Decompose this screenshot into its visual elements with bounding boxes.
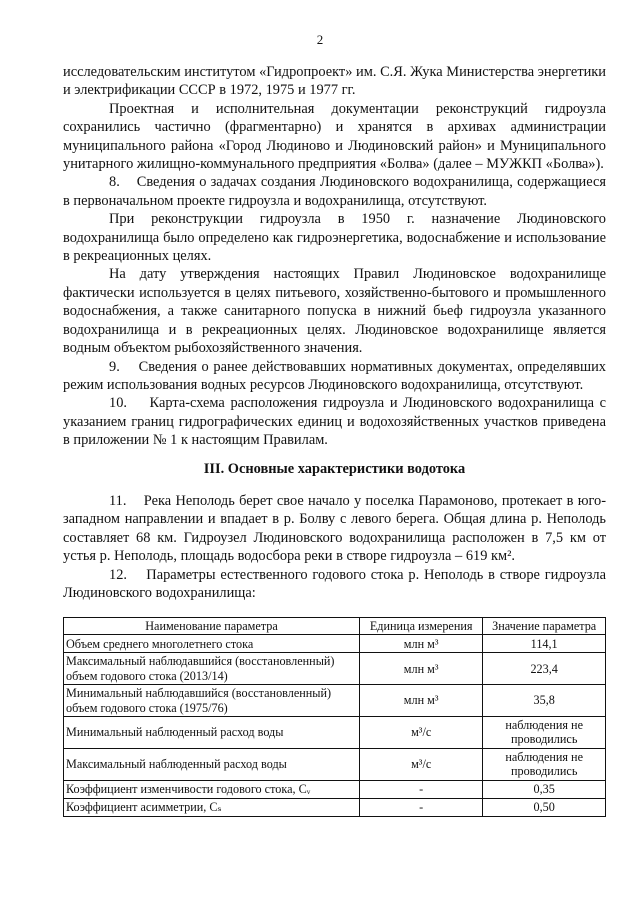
table-cell: млн м³ bbox=[360, 635, 483, 653]
table-header-cell: Значение параметра bbox=[483, 618, 606, 635]
section-heading: III. Основные характеристики водотока bbox=[203, 460, 466, 477]
table-cell: наблюдения не проводились bbox=[483, 717, 606, 749]
table-cell: млн м³ bbox=[360, 685, 483, 717]
table-row bbox=[64, 685, 606, 717]
table-cell: - bbox=[360, 798, 483, 816]
paragraph-item-9: 9. Сведения о ранее действовавших нормативных документах, определявших режим использования водных ресурсов Людиновского водохранилища, отсутствуют. bbox=[63, 358, 606, 393]
table-cell: Коэффициент изменчивости годового стока, Cᵥ bbox=[64, 780, 360, 798]
table-cell: 35,8 bbox=[483, 685, 606, 717]
paragraph-documentation: Проектная и исполнительная документации реконструкций гидроузла сохранились частично (фрагментарно) и хранятся в архивах администрации муниципального района «Город Людиново и Людиновский район» и Муниципального унитарного жилищно-коммунального предприятия «Болва» (далее – МУЖКП «Болва»). bbox=[63, 100, 606, 173]
table-header-row bbox=[64, 618, 606, 635]
table-header-cell: Наименование параметра bbox=[64, 618, 360, 635]
table-cell: Коэффициент асимметрии, Cₛ bbox=[64, 798, 360, 816]
table-cell: 0,50 bbox=[483, 798, 606, 816]
table-cell: Максимальный наблюдавшийся (восстановленный) объем годового стока (2013/14) bbox=[64, 653, 360, 685]
paragraph-current-use: На дату утверждения настоящих Правил Людиновское водохранилище фактически используется в целях питьевого, хозяйственно-бытового и промышленного водоснабжения, а также санитарного попуска в нижний бьеф гидроузла указанного водохранилища и в рекреационных целях. Людиновское водохранилище является водным объектом рыбохозяйственного значения. bbox=[63, 266, 606, 357]
paragraph-reconstruction-1950: При реконструкции гидроузла в 1950 г. назначение Людиновского водохранилища было определено как гидроэнергетика, водоснабжение и использование в рекреационных целях. bbox=[63, 211, 606, 265]
paragraph-item-11: 11. Река Неполодь берет свое начало у поселка Парамоново, протекает в юго-западном направлении и впадает в р. Болву с левого берега. Общая длина р. Неполодь составляет 68 км. Гидроузел Людиновского водохранилища расположен в 7,5 км от устья р. Неполодь, площадь водосбора реки в створе гидроузла – 619 км². bbox=[63, 492, 606, 565]
paragraph-item-12: 12. Параметры естественного годового стока р. Неполодь в створе гидроузла Людиновского водохранилища: bbox=[63, 566, 606, 601]
table-cell: млн м³ bbox=[360, 653, 483, 685]
table-header-cell: Единица измерения bbox=[360, 618, 483, 635]
table-cell: м³/с bbox=[360, 717, 483, 749]
table-cell: Минимальный наблюдавшийся (восстановленный) объем годового стока (1975/76) bbox=[64, 685, 360, 717]
table-cell: 114,1 bbox=[483, 635, 606, 653]
table-cell: 0,35 bbox=[483, 780, 606, 798]
table-cell: м³/с bbox=[360, 748, 483, 780]
table-cell: Объем среднего многолетнего стока bbox=[64, 635, 360, 653]
table-row bbox=[64, 748, 606, 780]
table-cell: наблюдения не проводились bbox=[483, 748, 606, 780]
parameters-table bbox=[63, 617, 606, 817]
paragraph-item-10: 10. Карта-схема расположения гидроузла и Людиновского водохранилища с указанием границ гидрографических единиц и водохозяйственных участков приведена в приложении № 1 к настоящим Правилам. bbox=[63, 395, 606, 449]
paragraph-continuation: исследовательским институтом «Гидропроект» им. С.Я. Жука Министерства энергетики и электрификации СССР в 1972, 1975 и 1977 гг. bbox=[63, 64, 606, 99]
table-cell: Максимальный наблюденный расход воды bbox=[64, 748, 360, 780]
table-row bbox=[64, 780, 606, 798]
paragraph-item-8: 8. Сведения о задачах создания Людиновского водохранилища, содержащиеся в первоначальном проекте гидроузла и водохранилища, отсутствуют. bbox=[63, 174, 606, 209]
document-body bbox=[63, 63, 606, 602]
page-number: 2 bbox=[316, 32, 324, 47]
table-cell: - bbox=[360, 780, 483, 798]
table-row bbox=[64, 717, 606, 749]
table-row bbox=[64, 798, 606, 816]
table-cell: 223,4 bbox=[483, 653, 606, 685]
table-cell: Минимальный наблюденный расход воды bbox=[64, 717, 360, 749]
table-row bbox=[64, 653, 606, 685]
table-row bbox=[64, 635, 606, 653]
